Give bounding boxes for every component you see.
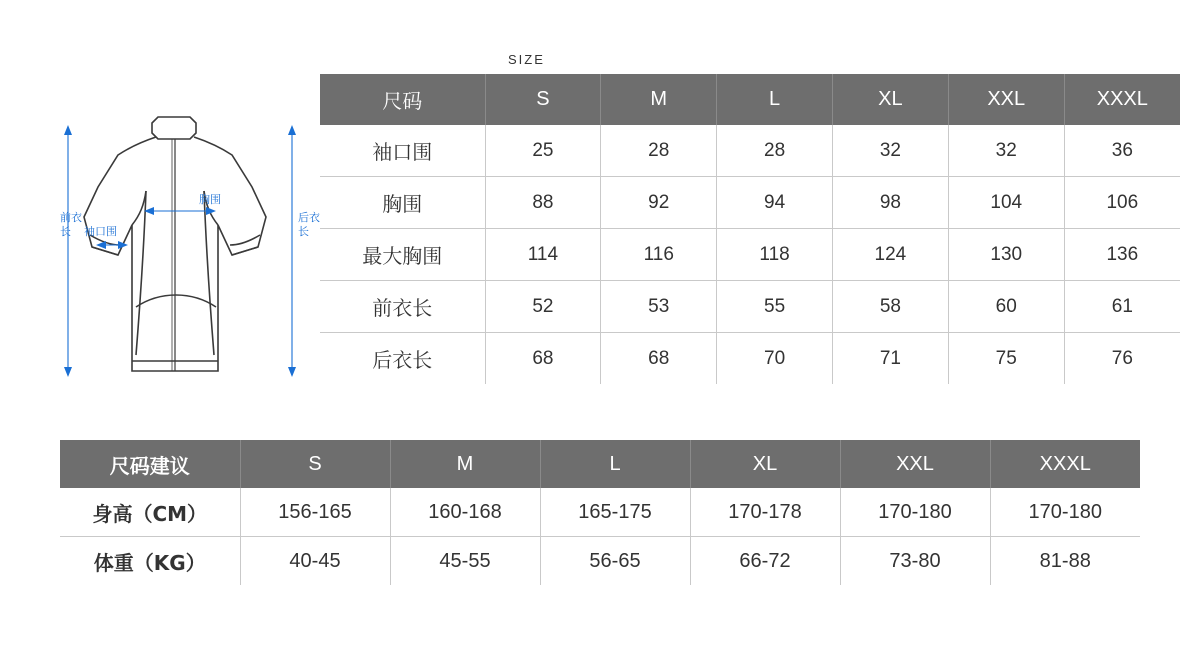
cell-max-chest-xl: 124 bbox=[832, 229, 948, 281]
column-header-m: M bbox=[601, 74, 717, 125]
column-header-xl: XL bbox=[690, 440, 840, 488]
table-row bbox=[320, 177, 1180, 229]
row-label-height: 身高（CM） bbox=[60, 488, 240, 537]
cell-back-length-xxl: 75 bbox=[948, 333, 1064, 385]
cell-height-xl: 170-178 bbox=[690, 488, 840, 537]
cell-front-length-s: 52 bbox=[485, 281, 601, 333]
cell-max-chest-xxxl: 136 bbox=[1064, 229, 1180, 281]
cell-weight-s: 40-45 bbox=[240, 537, 390, 586]
cell-back-length-s: 68 bbox=[485, 333, 601, 385]
jersey-outline bbox=[84, 117, 266, 371]
column-header-l: L bbox=[540, 440, 690, 488]
column-header-size: 尺码 bbox=[320, 74, 485, 125]
cell-cuff-m: 28 bbox=[601, 125, 717, 177]
row-label-max-chest: 最大胸围 bbox=[320, 229, 485, 281]
cell-back-length-m: 68 bbox=[601, 333, 717, 385]
cell-chest-xxxl: 106 bbox=[1064, 177, 1180, 229]
table-row bbox=[320, 229, 1180, 281]
column-header-xxxl: XXXL bbox=[1064, 74, 1180, 125]
cell-height-xxl: 170-180 bbox=[840, 488, 990, 537]
row-label-cuff: 袖口围 bbox=[320, 125, 485, 177]
cell-height-m: 160-168 bbox=[390, 488, 540, 537]
cell-chest-m: 92 bbox=[601, 177, 717, 229]
cell-back-length-xxxl: 76 bbox=[1064, 333, 1180, 385]
cell-max-chest-m: 116 bbox=[601, 229, 717, 281]
column-header-m: M bbox=[390, 440, 540, 488]
cell-weight-xxl: 73-80 bbox=[840, 537, 990, 586]
cell-max-chest-l: 118 bbox=[717, 229, 833, 281]
table-header-row bbox=[60, 440, 1140, 488]
cell-max-chest-s: 114 bbox=[485, 229, 601, 281]
cell-height-s: 156-165 bbox=[240, 488, 390, 537]
cell-cuff-s: 25 bbox=[485, 125, 601, 177]
cell-cuff-xl: 32 bbox=[832, 125, 948, 177]
table-row bbox=[320, 125, 1180, 177]
cell-front-length-m: 53 bbox=[601, 281, 717, 333]
cell-weight-xl: 66-72 bbox=[690, 537, 840, 586]
cell-height-l: 165-175 bbox=[540, 488, 690, 537]
annotation-back-length-1: 后衣 bbox=[298, 211, 320, 224]
cell-front-length-xxxl: 61 bbox=[1064, 281, 1180, 333]
column-header-xxl: XXL bbox=[948, 74, 1064, 125]
cell-chest-xl: 98 bbox=[832, 177, 948, 229]
cell-height-xxxl: 170-180 bbox=[990, 488, 1140, 537]
cell-back-length-xl: 71 bbox=[832, 333, 948, 385]
size-caption: SIZE bbox=[508, 52, 545, 67]
measurement-table bbox=[320, 74, 1180, 384]
row-label-weight: 体重（KG） bbox=[60, 537, 240, 586]
cell-max-chest-xxl: 130 bbox=[948, 229, 1064, 281]
cell-chest-xxl: 104 bbox=[948, 177, 1064, 229]
measurement-guides bbox=[64, 125, 296, 377]
annotation-cuff: 袖口围 bbox=[84, 225, 117, 238]
table-row bbox=[60, 537, 1140, 586]
annotation-back-length-2: 长 bbox=[298, 225, 309, 238]
table-row bbox=[60, 488, 1140, 537]
column-header-s: S bbox=[240, 440, 390, 488]
cell-front-length-xxl: 60 bbox=[948, 281, 1064, 333]
annotation-front-length-2: 长 bbox=[60, 225, 71, 238]
table-row bbox=[320, 333, 1180, 385]
annotation-front-length-1: 前衣 bbox=[60, 211, 82, 224]
table-row bbox=[320, 281, 1180, 333]
column-header-xl: XL bbox=[832, 74, 948, 125]
cell-front-length-l: 55 bbox=[717, 281, 833, 333]
table-header-row bbox=[320, 74, 1180, 125]
row-label-front-length: 前衣长 bbox=[320, 281, 485, 333]
cell-chest-s: 88 bbox=[485, 177, 601, 229]
cell-cuff-xxl: 32 bbox=[948, 125, 1064, 177]
column-header-s: S bbox=[485, 74, 601, 125]
column-header-xxxl: XXXL bbox=[990, 440, 1140, 488]
cell-weight-xxxl: 81-88 bbox=[990, 537, 1140, 586]
annotation-chest: 胸围 bbox=[199, 193, 221, 206]
cell-chest-l: 94 bbox=[717, 177, 833, 229]
row-label-chest: 胸围 bbox=[320, 177, 485, 229]
column-header-l: L bbox=[717, 74, 833, 125]
cell-front-length-xl: 58 bbox=[832, 281, 948, 333]
row-label-back-length: 后衣长 bbox=[320, 333, 485, 385]
size-recommendation-table bbox=[60, 440, 1140, 585]
cell-back-length-l: 70 bbox=[717, 333, 833, 385]
garment-diagram bbox=[40, 95, 320, 395]
cell-weight-l: 56-65 bbox=[540, 537, 690, 586]
cell-weight-m: 45-55 bbox=[390, 537, 540, 586]
cell-cuff-l: 28 bbox=[717, 125, 833, 177]
column-header-xxl: XXL bbox=[840, 440, 990, 488]
column-header-size-advice: 尺码建议 bbox=[60, 440, 240, 488]
cell-cuff-xxxl: 36 bbox=[1064, 125, 1180, 177]
